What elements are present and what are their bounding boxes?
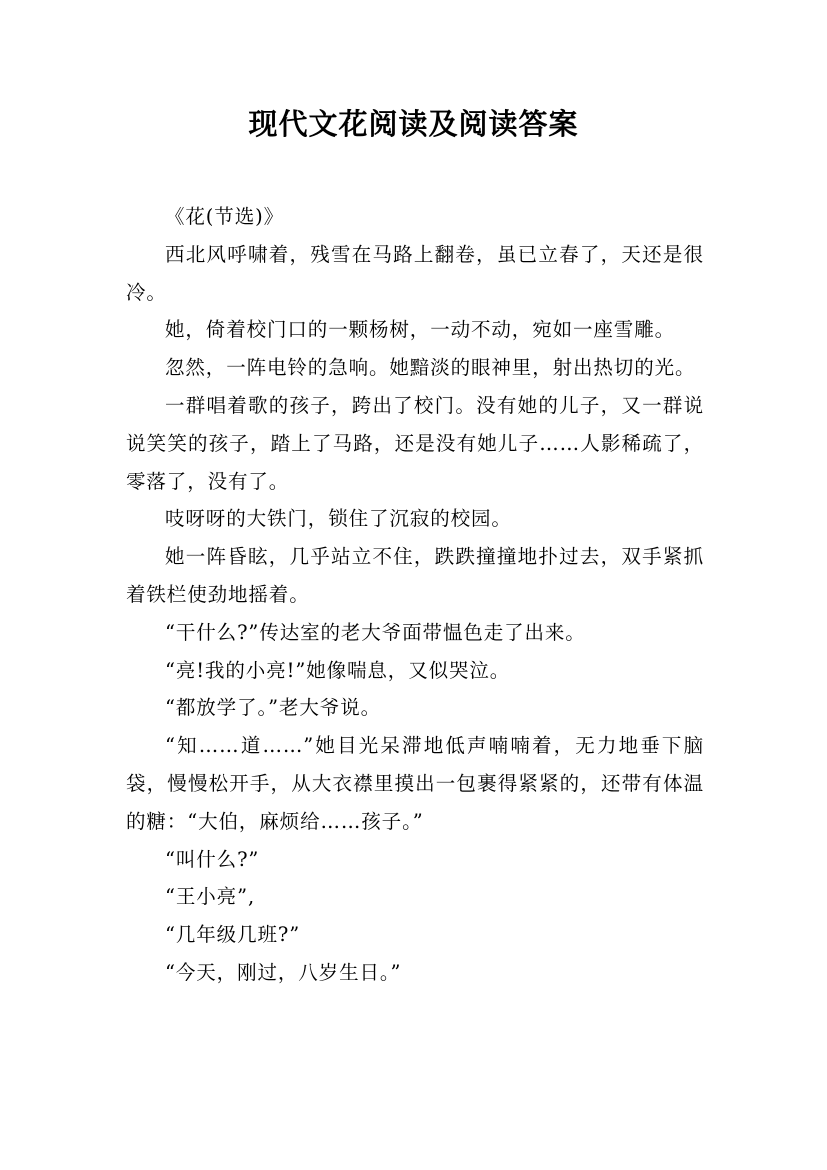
paragraph: 吱呀呀的大铁门，锁住了沉寂的校园。 [165,507,512,531]
paragraph: 她一阵昏眩，几乎站立不住，跌跌撞撞地扑过去，双手紧抓着铁栏使劲地摇着。 [126,545,704,606]
article-body [126,198,704,992]
page-title: 现代文花阅读及阅读答案 [248,107,579,141]
paragraph: 忽然，一阵电铃的急响。她黯淡的眼神里，射出热切的光。 [165,356,696,380]
paragraph: 她，倚着校门口的一颗杨树，一动不动，宛如一座雪雕。 [165,318,676,342]
paragraph: “叫什么?” [165,847,260,871]
paragraph: “都放学了。”老大爷说。 [165,696,381,720]
paragraph: “亮!我的小亮!”她像喘息，又似哭泣。 [165,658,511,682]
paragraph-subtitle: 《花(节选)》 [165,205,285,228]
paragraph: 一群唱着歌的孩子，跨出了校门。没有她的儿子，又一群说说笑笑的孩子，踏上了马路，还是没有她儿子……人影稀疏了，零落了，没有了。 [126,393,704,493]
paragraph: “今天，刚过，八岁生日。” [165,960,402,984]
paragraph: “王小亮”, [165,885,256,909]
paragraph: “干什么?”传达室的老大爷面带愠色走了出来。 [165,620,586,644]
paragraph: “知……道……”她目光呆滞地低声喃喃着，无力地垂下脑袋，慢慢松开手，从大衣襟里摸出一包裹得紧紧的，还带有体温的糖：“大伯，麻烦给……孩子。” [126,734,704,833]
paragraph: “几年级几班?” [165,923,301,947]
paragraph: 西北风呼啸着，残雪在马路上翻卷，虽已立春了，天还是很冷。 [126,242,704,304]
